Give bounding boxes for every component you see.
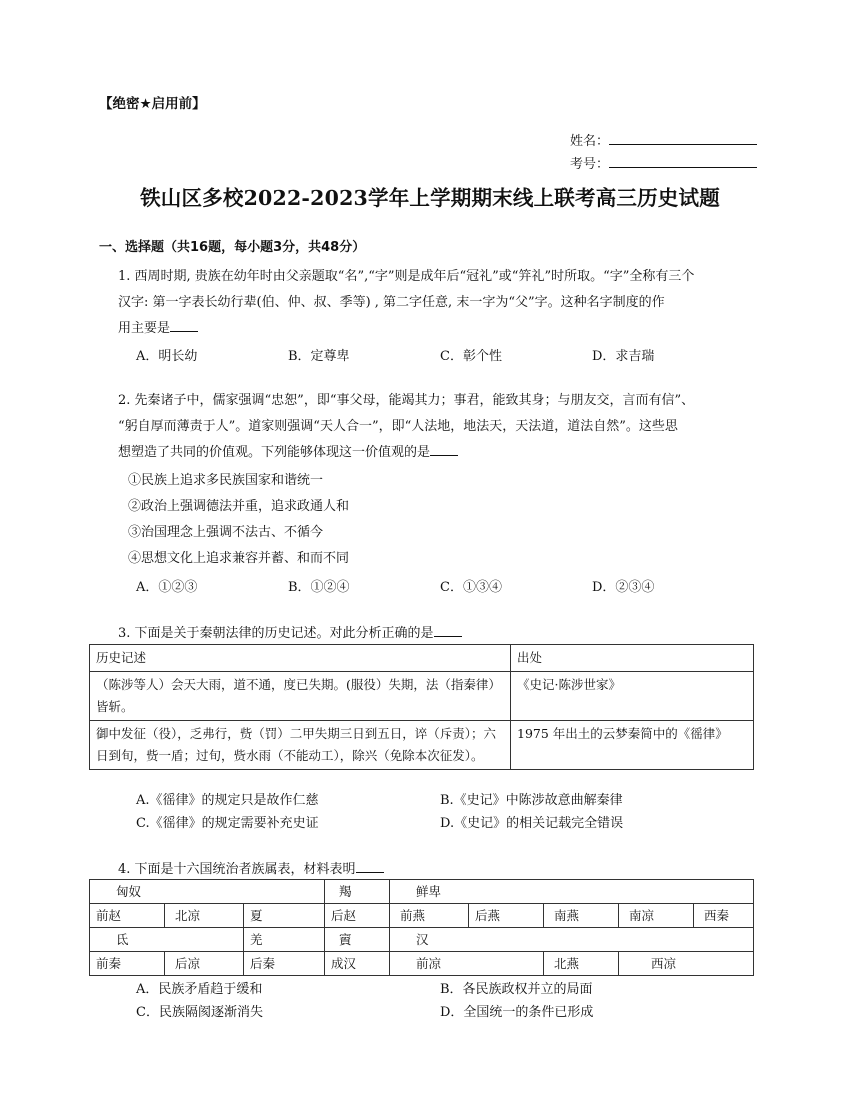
table-cell: 北凉 xyxy=(165,904,244,928)
confidential-mark: 【绝密★启用前】 xyxy=(99,96,206,112)
table-cell: 鲜卑 xyxy=(390,880,754,904)
answer-blank xyxy=(170,319,198,332)
table-header-row xyxy=(90,645,754,672)
table-cell: 南燕 xyxy=(544,904,619,928)
q4-option-a[interactable]: A．民族矛盾趋于缓和 xyxy=(136,982,263,997)
table-cell: 氐 xyxy=(90,928,244,952)
q1-option-d[interactable]: D．求吉瑞 xyxy=(592,349,655,364)
exam-id-field[interactable] xyxy=(570,153,757,172)
table-row xyxy=(90,880,754,904)
q2-line-2: “躬自厚而薄责于人”。道家则强调“天人合一”，即“人法地，地法天，天法道，道法自然”。这些思 xyxy=(118,419,678,434)
name-blank[interactable] xyxy=(609,132,757,145)
table-cell: 后凉 xyxy=(165,952,244,976)
q2-item-4: ④思想文化上追求兼容并蓄、和而不同 xyxy=(128,551,350,566)
page-title: 铁山区多校2022-2023学年上学期期末线上联考高三历史试题 xyxy=(140,186,720,210)
q2-item-2: ②政治上强调德法并重，追求政通人和 xyxy=(128,499,350,514)
table-cell: 1975 年出土的云梦秦简中的《徭律》 xyxy=(511,721,754,770)
table-cell: 賨 xyxy=(325,928,390,952)
q2-option-a[interactable]: A．①②③ xyxy=(136,580,198,595)
question-1 xyxy=(118,264,763,342)
table-cell: 前赵 xyxy=(90,904,165,928)
table-cell: 西凉 xyxy=(619,952,754,976)
table-cell: 后秦 xyxy=(244,952,325,976)
q3-option-d[interactable]: D.《史记》的相关记载完全错误 xyxy=(440,816,624,831)
question-2 xyxy=(118,388,763,466)
section-heading: 一、选择题（共16题，每小题3分，共48分） xyxy=(99,240,366,255)
name-label: 姓名： xyxy=(570,134,610,149)
table-cell: 羯 xyxy=(325,880,390,904)
q3-option-b[interactable]: B.《史记》中陈涉故意曲解秦律 xyxy=(440,793,623,808)
q2-line-3: 想塑造了共同的价值观。下列能够体现这一价值观的是 xyxy=(118,440,763,466)
q2-item-3: ③治国理念上强调不法古、不循今 xyxy=(128,525,324,540)
q1-option-b[interactable]: B．定尊卑 xyxy=(288,349,350,364)
answer-blank xyxy=(430,443,458,456)
sixteen-kingdoms-table xyxy=(89,879,754,976)
q4-option-b[interactable]: B．各民族政权并立的局面 xyxy=(440,982,593,997)
table-cell: 西秦 xyxy=(694,904,754,928)
table-row xyxy=(90,928,754,952)
table-header-cell: 历史记述 xyxy=(90,645,511,672)
exam-id-blank[interactable] xyxy=(609,155,757,168)
table-row xyxy=(90,721,754,770)
table-header-cell: 出处 xyxy=(511,645,754,672)
question-3-stem: 3. 下面是关于秦朝法律的历史记述。对此分析正确的是 xyxy=(118,622,462,641)
table-cell: （陈涉等人）会天大雨，道不通，度已失期。(服役）失期，法（指秦律）皆斩。 xyxy=(90,672,511,721)
q4-option-c[interactable]: C．民族隔阂逐渐消失 xyxy=(136,1005,263,1020)
q2-item-1: ①民族上追求多民族国家和谐统一 xyxy=(128,473,324,488)
table-cell: 南凉 xyxy=(619,904,694,928)
table-cell: 汉 xyxy=(390,928,754,952)
table-cell: 夏 xyxy=(244,904,325,928)
table-cell: 后燕 xyxy=(469,904,544,928)
table-cell: 御中发征（役），乏弗行，赀（罚）二甲失期三日到五日，谇（斥责）；六日到旬，赀一盾；过旬，赀水雨（不能动工），除兴（免除本次征发）。 xyxy=(90,721,511,770)
q1-line-2: 汉字: 第一字表长幼行辈(伯、仲、叔、季等) , 第二字任意, 末一字为“父”字。这种名字制度的作 xyxy=(118,295,665,310)
exam-id-label: 考号： xyxy=(570,157,610,172)
answer-blank xyxy=(356,860,384,873)
q1-line-3: 用主要是 xyxy=(118,316,763,342)
question-4-stem: 4. 下面是十六国统治者族属表，材料表明 xyxy=(118,858,384,877)
q4-option-d[interactable]: D．全国统一的条件已形成 xyxy=(440,1005,594,1020)
qin-law-table xyxy=(89,644,754,770)
answer-blank xyxy=(434,624,462,637)
table-cell: 前凉 xyxy=(390,952,544,976)
q2-option-b[interactable]: B．①②④ xyxy=(288,580,350,595)
table-row xyxy=(90,904,754,928)
table-cell: 成汉 xyxy=(325,952,390,976)
q2-option-c[interactable]: C．①③④ xyxy=(440,580,502,595)
table-cell: 羌 xyxy=(244,928,325,952)
table-cell: 《史记·陈涉世家》 xyxy=(511,672,754,721)
table-row xyxy=(90,952,754,976)
name-field[interactable] xyxy=(570,130,757,149)
table-cell: 北燕 xyxy=(544,952,619,976)
q1-option-c[interactable]: C．彰个性 xyxy=(440,349,502,364)
q2-option-d[interactable]: D．②③④ xyxy=(592,580,655,595)
table-cell: 后赵 xyxy=(325,904,390,928)
table-cell: 前燕 xyxy=(390,904,469,928)
table-row xyxy=(90,672,754,721)
q3-option-a[interactable]: A.《徭律》的规定只是故作仁慈 xyxy=(136,793,319,808)
table-cell: 前秦 xyxy=(90,952,165,976)
q2-line-1: 2. 先秦诸子中，儒家强调“忠恕”，即“事父母，能竭其力；事君，能致其身；与朋友交，言而有信”、 xyxy=(118,393,695,408)
table-cell: 匈奴 xyxy=(90,880,325,904)
q3-option-c[interactable]: C.《徭律》的规定需要补充史证 xyxy=(136,816,319,831)
q1-option-a[interactable]: A．明长幼 xyxy=(136,349,198,364)
q1-line-1: 1. 西周时期, 贵族在幼年时由父亲题取“名”,“字”则是成年后“冠礼”或“笄礼”时所取。“字”全称有三个 xyxy=(118,269,695,284)
